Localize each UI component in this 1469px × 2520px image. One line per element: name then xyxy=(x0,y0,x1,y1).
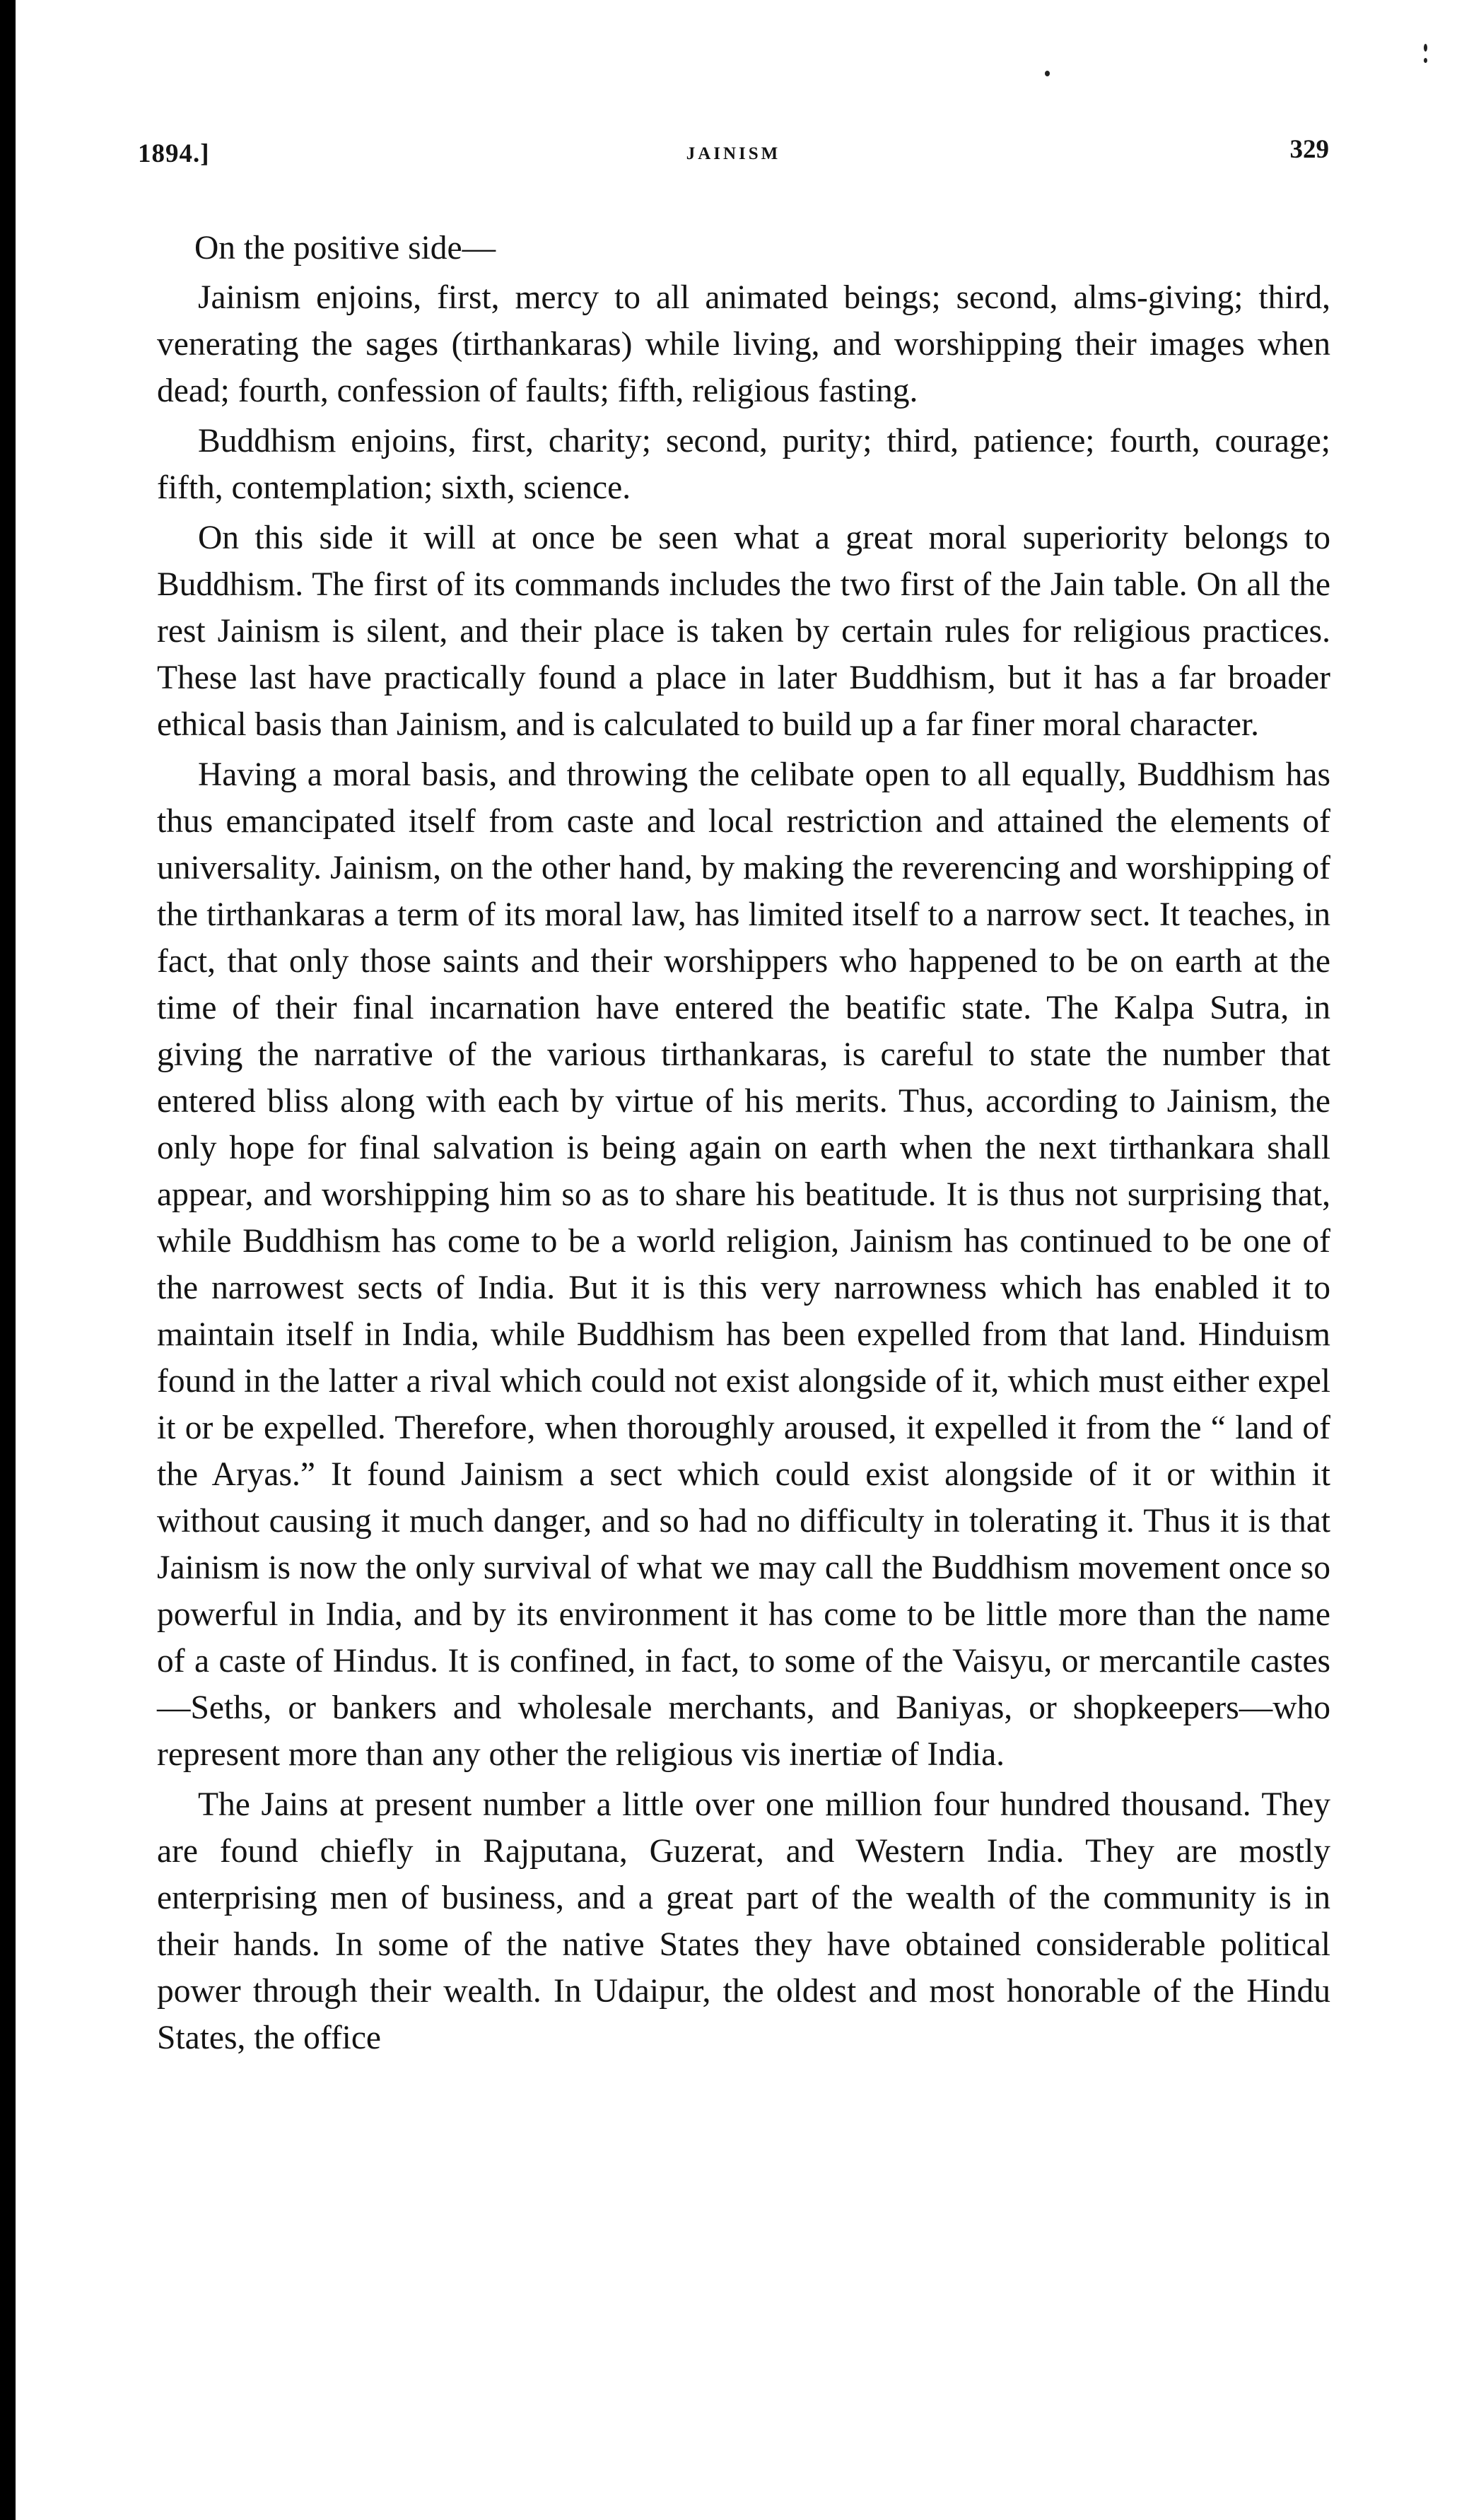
header-title: JAINISM xyxy=(686,144,781,163)
paragraph: Jainism enjoins, first, mercy to all animated beings; second, alms-giving; third, venerating the sages (tirthankaras) while living, and worshipping their images when dead; fourth, confession of faults; fifth, religious fasting. xyxy=(157,279,1330,409)
body-text xyxy=(157,225,1330,2065)
binding-edge xyxy=(0,0,16,2520)
paragraph: The Jains at present number a little over one million four hundred thousand. They are found chiefly in Rajputana, Guzerat, and Western India. They are mostly enterprising men of business, and a great part of the wealth of the community is in their hands. In some of the native States they have obtained considerable political power through their wealth. In Udaipur, the oldest and most honorable of the Hindu States, the office xyxy=(157,1786,1330,2056)
running-header xyxy=(138,135,1329,181)
scan-speck xyxy=(1424,58,1427,63)
paragraph: Buddhism enjoins, first, charity; second, purity; third, patience; fourth, courage; fifth, contemplation; sixth, science. xyxy=(157,423,1330,506)
header-year: 1894.] xyxy=(138,139,210,168)
paragraph: On the positive side— xyxy=(194,230,496,266)
scan-speck xyxy=(1424,44,1427,52)
scan-speck xyxy=(1045,71,1050,76)
paragraph: Having a moral basis, and throwing the celibate open to all equally, Buddhism has thus emancipated itself from caste and local restriction and attained the elements of universality. Jainism, on the other hand, by making the reverencing and worshipping of the tirthankaras a term of its moral law, has limited itself to a narrow sect. It teaches, in fact, that only those saints and their worshippers who happened to be on earth at the time of their final incarnation have entered the beatific state. The Kalpa Sutra, in giving the narrative of the various tirthankaras, is careful to state the number that entered bliss along with each by virtue of his merits. Thus, according to Jainism, the only hope for final salvation is being again on earth when the next tirthankara shall appear, and worshipping him so as to share his beatitude. It is thus not surprising that, while Buddhism has come to be a world religion, Jainism has continued to be one of the narrowest sects of India. But it is this very narrowness which has enabled it to maintain itself in India, while Buddhism has been expelled from that land. Hinduism found in the latter a rival which could not exist alongside of it, which must either expel it or be expelled. Therefore, when thoroughly aroused, it expelled it from the “ land of the Aryas.” It found Jainism a sect which could exist alongside of it or within it without causing it much danger, and so had no difficulty in tolerating it. Thus it is that Jainism is now the only survival of what we may call the Buddhism movement once so powerful in India, and by its environment it has come to be little more than the name of a caste of Hindus. It is confined, in fact, to some of the Vaisyu, or mercantile castes—Seths, or bankers and wholesale merchants, and Baniyas, or shopkeepers—who represent more than any other the religious vis inertiæ of India. xyxy=(157,756,1330,1773)
paragraph: On this side it will at once be seen what a great moral superiority belongs to Buddhism. The first of its commands includes the two first of the Jain table. On all the rest Jainism is silent, and their place is taken by certain rules for religious practices. These last have practically found a place in later Buddhism, but it has a far broader ethical basis than Jainism, and is calculated to build up a far finer moral character. xyxy=(157,520,1330,743)
page-number: 329 xyxy=(1289,135,1329,164)
